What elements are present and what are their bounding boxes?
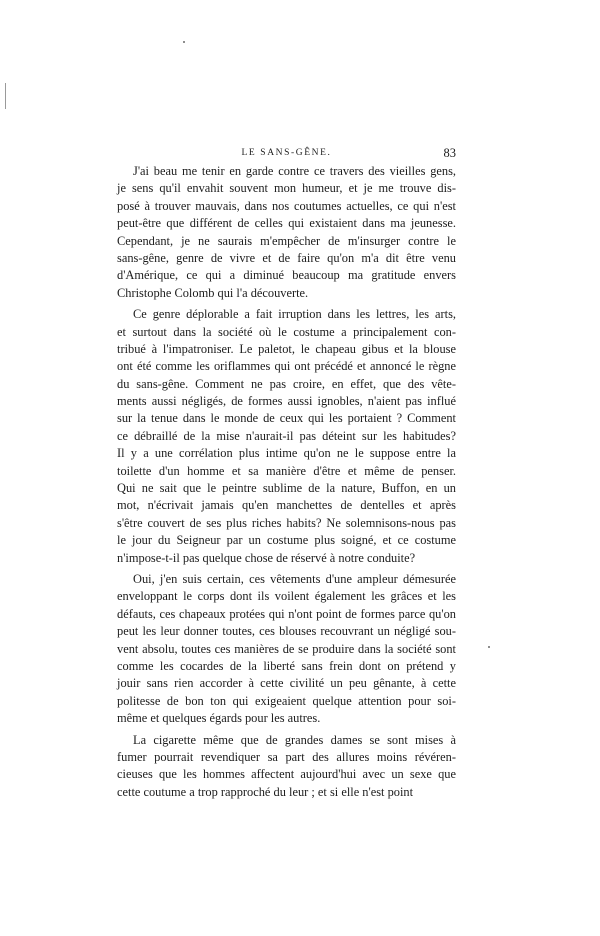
ink-speck — [183, 41, 185, 43]
text-line: Ce genre déplorable a fait irruption dans les lettres, les arts, — [133, 307, 456, 322]
margin-mark — [5, 83, 6, 109]
page-header — [117, 146, 456, 162]
paragraph — [117, 571, 456, 728]
text-line: fumer pourrait revendiquer sa part des allures moins révéren- — [117, 749, 456, 764]
text-line: peut les leur donner toutes, ces blouses recouvrant un négligé sou- — [117, 624, 456, 639]
text-line: d'Amérique, ce qui a diminué beaucoup ma gratitude envers — [117, 268, 456, 283]
text-line: La cigarette même que de grandes dames se sont mises à — [133, 732, 456, 747]
text-line: ce débraillé de la mise n'aurait-il pas déteint sur les habitudes? — [117, 428, 456, 443]
text-line: posé à trouver mauvais, dans nos coutumes actuelles, ce qui n'est — [117, 198, 456, 213]
text-line: cette coutume a trop rapproché du leur ; et si elle n'est point — [117, 784, 414, 799]
text-line: jouir sans rien accorder à cette civilité un peu gênante, à cette — [117, 676, 456, 691]
text-line: Oui, j'en suis certain, ces vêtements d'une ampleur démesurée — [133, 571, 456, 586]
text-line: comme les cocardes de la liberté sans frein dont on prétend y — [117, 658, 456, 673]
text-line: Christophe Colomb qui l'a découverte. — [117, 285, 309, 300]
text-line: mot, n'écrivait jamais qu'en manchettes de dentelles et après — [117, 498, 456, 513]
text-line: J'ai beau me tenir en garde contre ce travers des vieilles gens, — [133, 164, 456, 178]
text-line: enveloppant le corps dont ils voilent également les grâces et les — [117, 589, 456, 604]
page-number: 83 — [443, 146, 456, 160]
body-text — [117, 163, 456, 801]
text-line: vent absolu, toutes ces manières de se produire dans la société sont — [117, 641, 456, 656]
text-line: le jour du Seigneur par un costume plus soigné, et ce costume — [117, 533, 456, 548]
paragraph — [117, 732, 456, 802]
text-line: peut-être que différent de celles qui existaient dans ma jeunesse. — [117, 216, 456, 231]
text-line: politesse de bon ton qui exigeaient quelque attention pour soi- — [117, 693, 456, 708]
paragraph — [117, 306, 456, 567]
text-line: sans-gêne, genre de vivre et de faire qu'on m'a dit être venu — [117, 250, 456, 265]
text-line: s'être couvert de ses plus riches habits? Ne solemnisons-nous pas — [117, 515, 456, 530]
text-line: n'impose-t-il pas quelque chose de réservé à notre conduite? — [117, 550, 416, 565]
text-line: défauts, ces chapeaux protées qui n'ont point de formes parce qu'on — [117, 606, 456, 621]
text-line: ont été comme les oriflammes qui ont précédé et annoncé le règne — [117, 359, 456, 374]
text-line: Qui ne sait que le peintre sublime de la nature, Buffon, en un — [117, 481, 456, 496]
text-line: du sans-gêne. Comment ne pas croire, en effet, que des vête- — [117, 376, 456, 391]
text-line: Cependant, je ne saurais m'empêcher de m'insurger contre le — [117, 233, 456, 248]
text-line: et surtout dans la société où le costume a principalement con- — [117, 324, 456, 339]
text-line: toilette d'un homme et sa manière d'être et même de penser. — [117, 463, 456, 478]
text-line: tribué à l'impatroniser. Le paletot, le chapeau gibus et la blouse — [117, 341, 456, 356]
text-line: cieuses que les hommes affectent aujourd'hui avec un sexe que — [117, 767, 456, 782]
ink-speck — [488, 646, 490, 648]
paragraph — [117, 163, 456, 302]
text-line: même et quelques égards pour les autres. — [117, 711, 321, 726]
text-line: Il y a une corrélation plus intime qu'on ne le suppose entre la — [117, 446, 456, 461]
text-line: je sens qu'il envahit souvent mon humeur, et je me trouve dis- — [117, 181, 456, 196]
running-title: LE SANS-GÊNE. — [241, 148, 332, 158]
text-line: ments aussi négligés, de formes aussi ignobles, n'aient pas influé — [117, 394, 456, 409]
text-line: sur la tenue dans le monde de ceux qui les portaient ? Comment — [117, 411, 456, 426]
